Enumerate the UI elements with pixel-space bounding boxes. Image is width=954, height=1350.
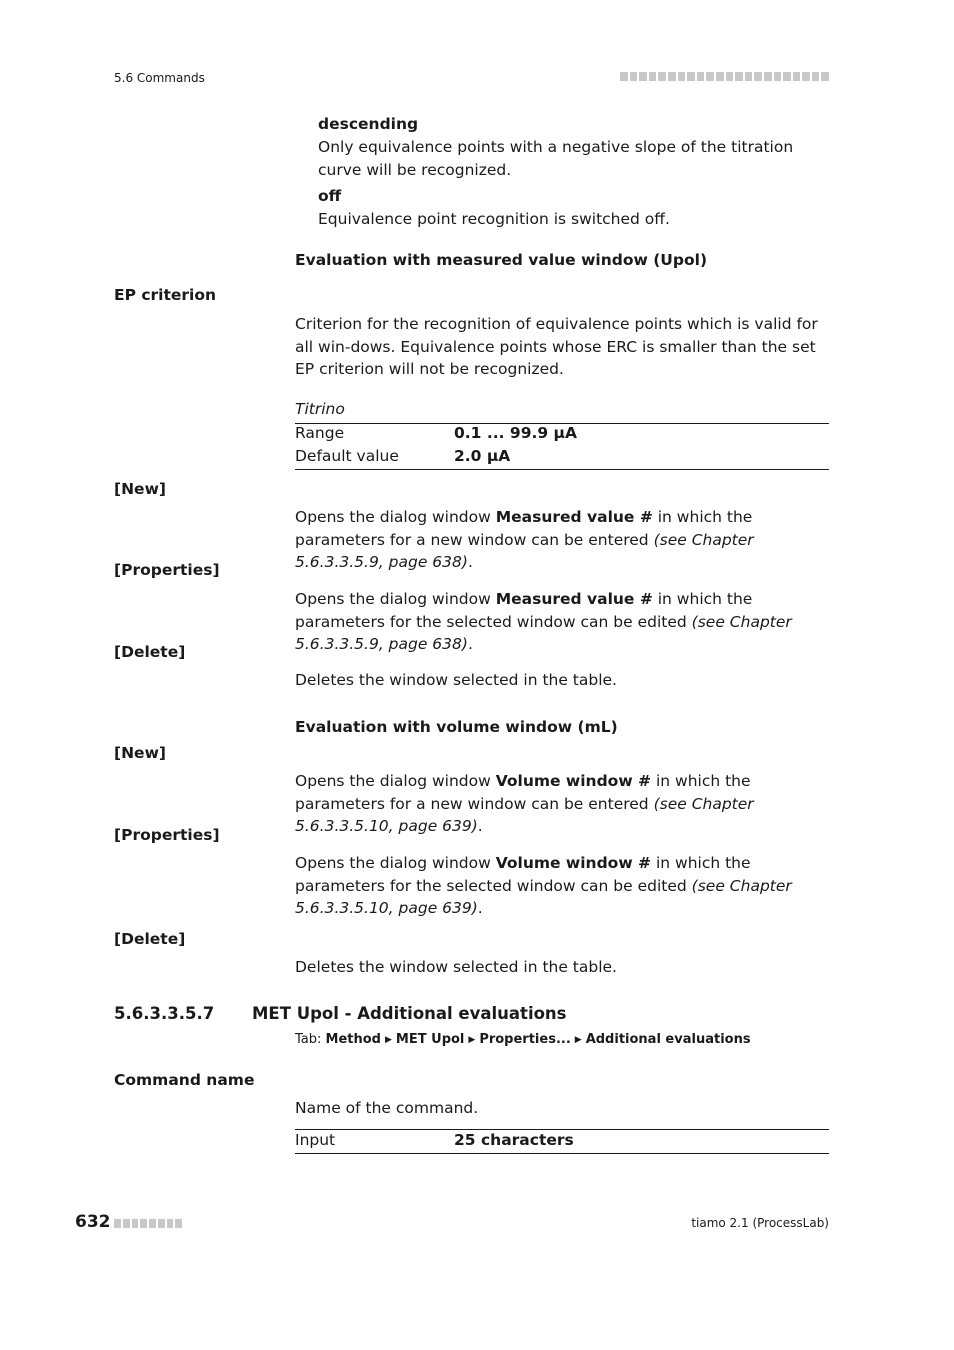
chapter-reference[interactable]: (see Chapter 5.6.3.3.5.10, page 639) — [295, 876, 792, 917]
ep-criterion-label: EP criterion — [114, 286, 217, 304]
section-number: 5.6.3.3.5.7 — [114, 1004, 215, 1023]
page-number: 632 — [75, 1212, 111, 1232]
volume-heading: Evaluation with volume window (mL) — [295, 718, 618, 736]
input-key: Input — [295, 1131, 336, 1149]
ep-criterion-table-title: Titrino — [295, 400, 345, 418]
section-title: MET Upol - Additional evaluations — [252, 1004, 567, 1023]
ep-criterion-desc: Criterion for the recognition of equivalence points which is valid for all win-dows. Equivalence points whose ERC is smaller than the set EP criterion will not be recognized. — [295, 315, 818, 378]
vol-properties-label: [Properties] — [114, 826, 220, 844]
path-item: Properties... — [479, 1032, 571, 1047]
default-value: 2.0 µA — [454, 447, 511, 465]
upol-delete-desc: Deletes the window selected in the table. — [295, 671, 617, 689]
header-decoration — [620, 72, 829, 81]
upol-new-desc: Opens the dialog window Measured value # in which the parameters for a new window can be entered (see Chapter 5.6.3.3.5.9, page 638). — [295, 508, 754, 571]
footer-decoration — [114, 1219, 182, 1228]
path-item: Additional evaluations — [585, 1032, 751, 1047]
term-off: off — [318, 187, 342, 205]
vol-new-desc: Opens the dialog window Volume window # in which the parameters for a new window can be entered (see Chapter 5.6.3.3.5.10, page 639). — [295, 772, 754, 835]
range-key: Range — [295, 424, 345, 442]
upol-properties-desc: Opens the dialog window Measured value # in which the parameters for the selected window can be edited (see Chapter 5.6.3.3.5.9, page 638). — [295, 590, 792, 653]
vol-delete-desc: Deletes the window selected in the table. — [295, 958, 617, 976]
table-rule — [295, 1153, 829, 1154]
upol-delete-label: [Delete] — [114, 643, 186, 661]
default-key: Default value — [295, 447, 399, 465]
triangle-right-icon: ▶ — [574, 1035, 582, 1045]
chapter-reference[interactable]: (see Chapter 5.6.3.3.5.9, page 638) — [295, 612, 792, 653]
upol-properties-label: [Properties] — [114, 561, 220, 579]
chapter-reference[interactable]: (see Chapter 5.6.3.3.5.10, page 639) — [295, 794, 754, 835]
term-descending: descending — [318, 115, 419, 133]
vol-new-label: [New] — [114, 744, 166, 762]
tab-path: Tab: Method ▶ MET Upol ▶ Properties... ▶ Additional evaluations — [295, 1032, 751, 1047]
triangle-right-icon: ▶ — [385, 1035, 392, 1045]
command-name-label: Command name — [114, 1071, 255, 1089]
table-rule — [295, 469, 829, 470]
vol-properties-desc: Opens the dialog window Volume window # in which the parameters for the selected window can be edited (see Chapter 5.6.3.3.5.10, page 639). — [295, 854, 792, 917]
triangle-right-icon: ▶ — [468, 1035, 476, 1045]
upol-heading: Evaluation with measured value window (Upol) — [295, 251, 708, 269]
path-item: MET Upol — [395, 1032, 465, 1047]
term-descending-desc: Only equivalence points with a negative slope of the titration curve will be recognized. — [318, 138, 794, 179]
term-off-desc: Equivalence point recognition is switched off. — [318, 210, 670, 228]
path-item: Method — [325, 1032, 381, 1047]
running-header: 5.6 Commands — [114, 71, 205, 85]
chapter-reference[interactable]: (see Chapter 5.6.3.3.5.9, page 638) — [295, 530, 754, 571]
range-value: 0.1 ... 99.9 µA — [454, 424, 577, 442]
product-name: tiamo 2.1 (ProcessLab) — [691, 1216, 829, 1230]
input-value: 25 characters — [454, 1131, 574, 1149]
upol-new-label: [New] — [114, 480, 166, 498]
table-rule — [295, 1129, 829, 1130]
command-name-desc: Name of the command. — [295, 1099, 479, 1117]
vol-delete-label: [Delete] — [114, 930, 186, 948]
